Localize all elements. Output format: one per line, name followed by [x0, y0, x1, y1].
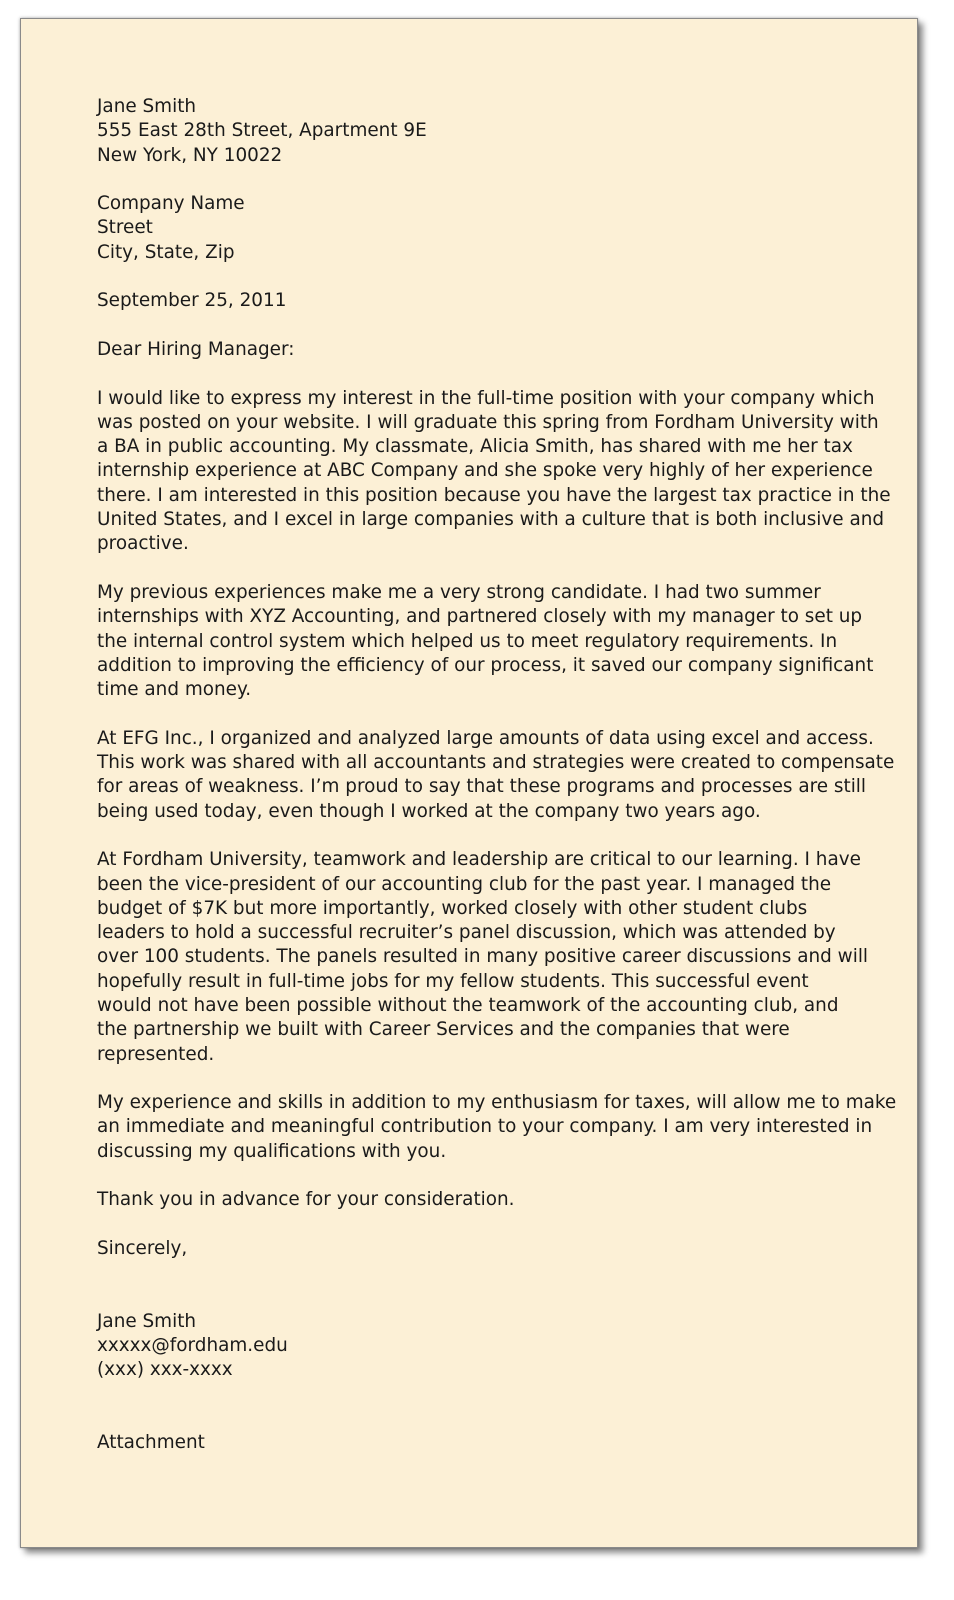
- paragraph-line: a BA in public accounting. My classmate, Alicia Smith, has shared with me her tax: [97, 436, 853, 458]
- body-paragraph-1: [97, 387, 891, 557]
- paragraph-line: the internal control system which helped us to meet regulatory requirements. In: [97, 630, 838, 652]
- paragraph-line: I would like to express my interest in the full-time position with your company which: [97, 387, 875, 409]
- paragraph-line: My previous experiences make me a very strong candidate. I had two summer: [97, 581, 821, 603]
- paragraph-line: proactive.: [97, 533, 189, 555]
- paragraph-line: for areas of weakness. I’m proud to say that these programs and processes are still: [97, 776, 867, 798]
- sender-street: 555 East 28th Street, Apartment 9E: [97, 120, 427, 142]
- paragraph-line: an immediate and meaningful contribution to your company. I am very interested in: [97, 1116, 873, 1138]
- paragraph-line: being used today, even though I worked at the company two years ago.: [97, 800, 761, 822]
- recipient-address: [97, 192, 877, 265]
- enclosure-note: Attachment: [97, 1432, 205, 1454]
- sender-city: New York, NY 10022: [97, 144, 283, 166]
- recipient-city: City, State, Zip: [97, 241, 235, 263]
- signature-phone: (xxx) xxx-xxxx: [97, 1359, 233, 1381]
- paragraph-line: was posted on your website. I will graduate this spring from Fordham University with: [97, 411, 879, 433]
- thank-you-line: Thank you in advance for your consideration.: [97, 1189, 515, 1211]
- paragraph-line: internships with XYZ Accounting, and partnered closely with my manager to set up: [97, 606, 863, 628]
- sender-address: [97, 95, 877, 168]
- paragraph-line: United States, and I excel in large companies with a culture that is both inclusive and: [97, 509, 885, 531]
- paragraph-line: been the vice-president of our accounting club for the past year. I managed the: [97, 873, 832, 895]
- recipient-company: Company Name: [97, 193, 245, 215]
- paragraph-line: At EFG Inc., I organized and analyzed large amounts of data using excel and access.: [97, 727, 874, 749]
- letter-date: September 25, 2011: [97, 290, 287, 312]
- paragraph-line: addition to improving the efficiency of our process, it saved our company significant: [97, 654, 874, 676]
- sender-name: Jane Smith: [97, 96, 197, 117]
- paragraph-line: represented.: [97, 1043, 215, 1065]
- body-paragraph-2: [97, 581, 877, 702]
- paragraph-line: internship experience at ABC Company and she spoke very highly of her experience: [97, 460, 873, 482]
- paragraph-line: there. I am interested in this position because you have the largest tax practice in the: [97, 484, 891, 506]
- paragraph-line: the partnership we built with Career Services and the companies that were: [97, 1019, 790, 1041]
- signature-block: [97, 1310, 877, 1383]
- paragraph-line: This work was shared with all accountants and strategies were created to compensate: [97, 752, 895, 774]
- letter-sheet: [20, 18, 918, 1548]
- body-paragraph-5: [97, 1091, 897, 1164]
- paragraph-line: time and money.: [97, 679, 252, 701]
- body-paragraph-4: [97, 848, 877, 1067]
- paragraph-line: discussing my qualifications with you.: [97, 1140, 447, 1162]
- paragraph-line: leaders to hold a successful recruiter’s panel discussion, which was attended by: [97, 922, 836, 944]
- paragraph-line: would not have been possible without the teamwork of the accounting club, and: [97, 994, 839, 1016]
- paragraph-line: hopefully result in full-time jobs for my fellow students. This successful event: [97, 970, 809, 992]
- paragraph-line: budget of $7K but more importantly, worked closely with other student clubs: [97, 897, 808, 919]
- recipient-street: Street: [97, 217, 153, 239]
- salutation: Dear Hiring Manager:: [97, 338, 295, 360]
- signature-name: Jane Smith: [97, 1310, 197, 1332]
- cover-letter: [97, 95, 897, 1456]
- paragraph-line: My experience and skills in addition to my enthusiasm for taxes, will allow me to make: [97, 1092, 897, 1114]
- paragraph-line: At Fordham University, teamwork and leadership are critical to our learning. I have: [97, 849, 861, 871]
- signature-email: xxxxx@fordham.edu: [97, 1335, 288, 1357]
- paragraph-line: over 100 students. The panels resulted in many positive career discussions and will: [97, 946, 869, 968]
- body-paragraph-3: [97, 727, 895, 824]
- closing: Sincerely,: [97, 1237, 188, 1259]
